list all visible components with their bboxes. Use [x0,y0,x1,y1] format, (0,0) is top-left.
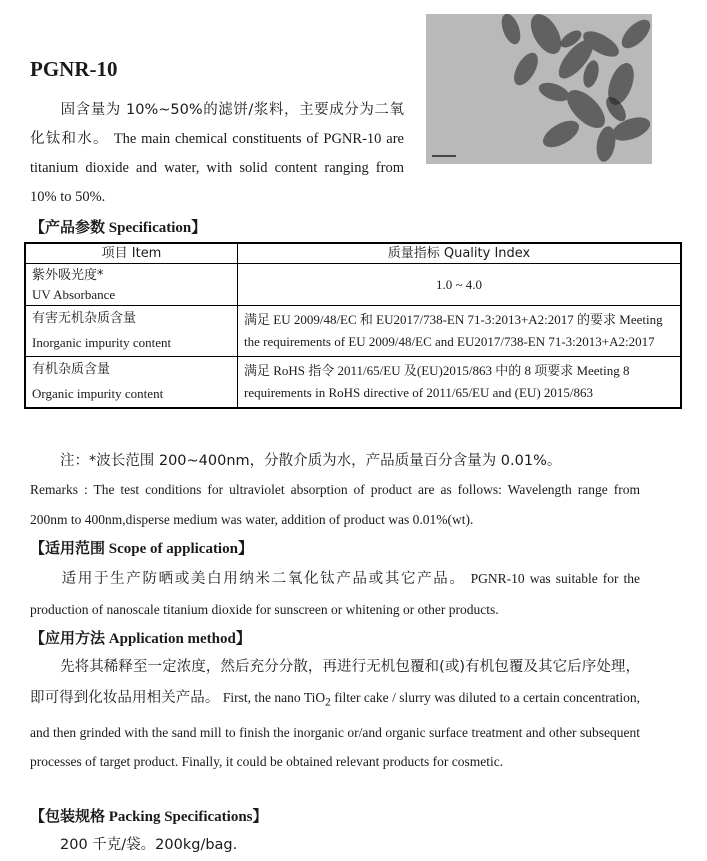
table-row [25,357,681,409]
spec-remarks: Remarks : The test conditions for ultraviolet absorption of product are as follows: Wavelength range from 200nm to 400nm,disperse medium was water, addition of product was 0.01%(wt). [30,482,640,527]
table-cell-value: 1.0 ~ 4.0 [238,264,682,306]
col-header-quality-index: 质量指标 Quality Index [238,243,682,264]
packing-heading: 【包装规格 Packing Specifications】 [30,807,268,825]
micrograph-graphic [426,14,652,164]
product-intro [30,96,404,212]
scope-text: 适用于生产防晒或美白用纳米二氧化钛产品或其它产品。 PGNR-10 was suitable for the production of nanoscale titanium dioxide for sunscreen or whitening or other products. [30,571,641,617]
intro-en: The main chemical constituents of PGNR-10 are titanium dioxide and water, with solid content ranging from 10% to 50%. [30,131,404,205]
table-cell-value: 满足 EU 2009/48/EC 和 EU2017/738-EN 71-3:2013+A2:2017 的要求 Meeting the requirements of EU 2009/48/EC and EU2017/738-EN 71-3:2013+A2:2017 [238,306,682,357]
tem-micrograph-image [426,14,652,164]
table-header-row [25,243,681,264]
intro-cn: 固含量为 10%~50%的滤饼/浆料，主要成分为二氧化钛和水。 [30,102,404,147]
table-row [25,306,681,357]
col-header-item: 项目 Item [25,243,238,264]
scope-heading: 【适用范围 Scope of application】 [30,539,253,557]
table-cell-item: 有害无机杂质含量 Inorganic impurity content [25,306,238,357]
table-cell-item: 紫外吸光度* UV Absorbance [25,264,238,306]
spec-heading: 【产品参数 Specification】 [30,218,207,236]
packing-text: 200 千克/袋。200kg/bag. [60,837,238,853]
table-cell-value: 满足 RoHS 指令 2011/65/EU 及(EU)2015/863 中的 8 项要求 Meeting 8 requirements in RoHS directive of 2011/65/EU and (EU) 2015/863 [238,357,682,409]
application-text: 先将其稀释至一定浓度，然后充分分散，再进行无机包覆和(或)有机包覆及其它后序处理，即可得到化妆品用相关产品。 First, the nano TiO$_2$ filter cake / slurry was diluted to a certain concentration, and then grinded with the sand mill to finish the inorganic or/and organic surface treatment and other subsequent processes of target product. Finally, it could be obtained relevant products for cosmetic. [30,659,641,770]
product-title: PGNR-10 [30,57,118,81]
spec-table [24,242,682,409]
application-heading: 【应用方法 Application method】 [30,629,251,647]
table-row [25,264,681,306]
spec-note: 注：*波长范围 200~400nm，分散介质为水，产品质量百分含量为 0.01%。 [60,453,562,469]
table-cell-item: 有机杂质含量 Organic impurity content [25,357,238,409]
